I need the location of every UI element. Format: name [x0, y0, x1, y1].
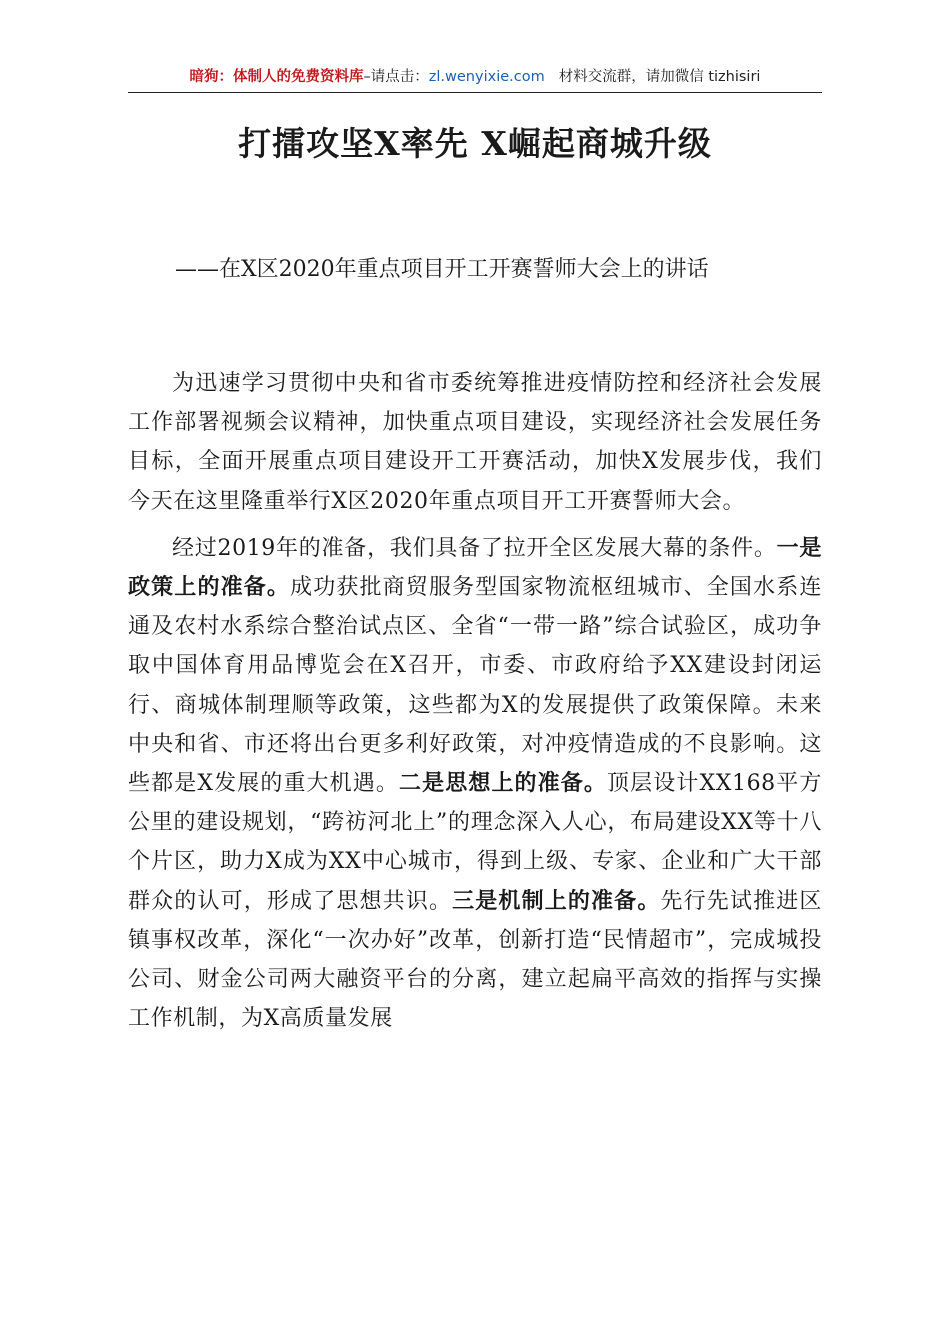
mechanism-preparation-text: 先行先试推进区镇事权改革，深化“一次办好”改革，创新打造“民情超市”，完成城投公司、财金公司两大融资平台的分离，建立起扁平高效的指挥与实操工作机制，为X高质量发展 — [128, 888, 823, 1032]
header-brand: 暗狗：体制人的免费资料库 — [189, 69, 364, 85]
header-link[interactable]: zl.wenyixie.com — [428, 69, 545, 85]
paragraph-1: 为迅速学习贯彻中央和省市委统筹推进疫情防控和经济社会发展工作部署视频会议精神，加快重点项目建设，实现经济社会发展任务目标，全面开展重点项目建设开工开赛活动，加快X发展步伐，我们今天在这里隆重举行X区2020年重点项目开工开赛誓师大会。 — [128, 371, 822, 514]
document-subtitle: ——在X区2020年重点项目开工开赛誓师大会上的讲话 — [175, 257, 709, 282]
header-click-prefix: –请点击： — [363, 69, 429, 85]
document-body — [128, 364, 822, 1046]
thought-preparation-heading: 二是思想上的准备。 — [399, 770, 607, 797]
page-header — [128, 62, 822, 93]
paragraph-2 — [128, 529, 822, 1039]
policy-preparation-heading: 一是政策上的准备。 — [128, 534, 822, 601]
header-notice: 材料交流群，请加微信 tizhisiri — [558, 69, 761, 85]
thought-preparation-text: 顶层设计XX168平方公里的建设规划，“跨祊河北上”的理念深入人心，布局建设XX等十八个片区，助力X成为XX中心城市，得到上级、专家、企业和广大干部群众的认可，形成了思想共识。 — [128, 771, 822, 914]
paragraph-2-intro: 经过2019年的准备，我们具备了拉开全区发展大幕的条件。 — [172, 535, 777, 561]
mechanism-preparation-heading: 三是机制上的准备。 — [452, 887, 661, 914]
policy-preparation-text: 成功获批商贸服务型国家物流枢纽城市、全国水系连通及农村水系综合整治试点区、全省“一带一路”综合试验区，成功争取中国体育用品博览会在X召开，市委、市政府给予XX建设封闭运行、商城体制理顺等政策，这些都为X的发展提供了政策保障。未来中央和省、市还将出台更多利好政策，对冲疫情造成的不良影响。这些都是X发展的重大机遇。 — [128, 575, 822, 797]
document-title: 打擂攻坚X率先 X崛起商城升级 — [238, 124, 712, 163]
